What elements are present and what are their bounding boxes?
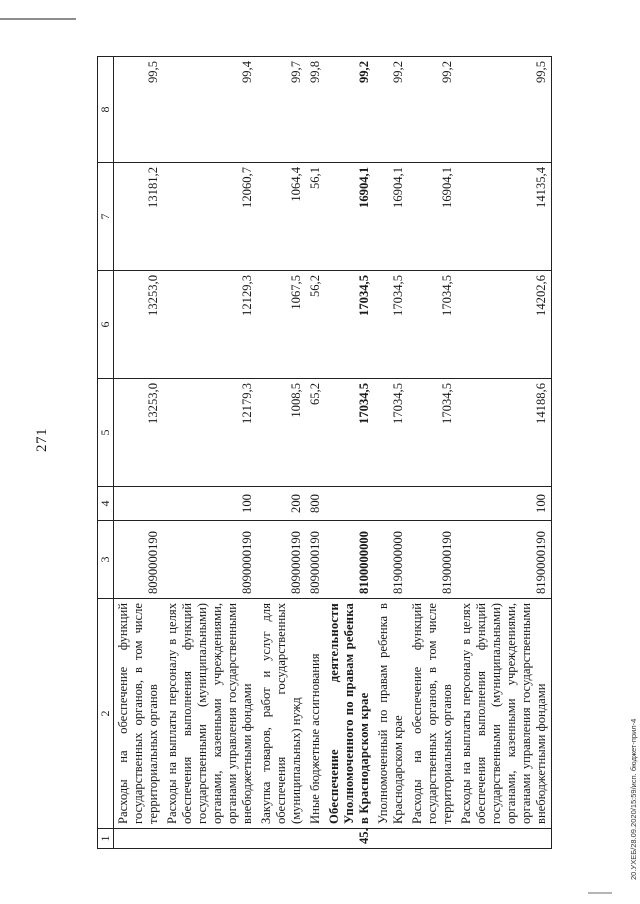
row-value-col7: 16904,1 (408, 163, 457, 271)
row-expense-type: 200 (257, 487, 306, 521)
table-row (257, 57, 306, 849)
row-value-col5: 12179,3 (163, 379, 257, 487)
row-name: Обеспечение деятельности Уполномоченного по правам ребенка в Краснодарском крае (325, 599, 374, 829)
row-index (457, 829, 552, 849)
row-value-col8: 99,8 (306, 57, 325, 163)
row-code: 8090000190 (257, 521, 306, 599)
table-row (114, 57, 164, 849)
row-value-col7: 56,1 (306, 163, 325, 271)
row-index (114, 829, 164, 849)
row-value-col5: 14188,6 (457, 379, 552, 487)
scan-edge-mark (588, 892, 612, 894)
row-value-col7: 16904,1 (325, 163, 374, 271)
row-index (374, 829, 408, 849)
row-code: 8190000000 (374, 521, 408, 599)
row-code: 8090000190 (306, 521, 325, 599)
row-value-col8: 99,2 (325, 57, 374, 163)
row-value-col5: 65,2 (306, 379, 325, 487)
row-value-col8: 99,4 (163, 57, 257, 163)
row-expense-type: 100 (457, 487, 552, 521)
row-name: Уполномоченный по правам ребенка в Краснодарском крае (374, 599, 408, 829)
header-cell: 1 (98, 829, 114, 849)
header-cell: 5 (98, 379, 114, 487)
row-expense-type (114, 487, 164, 521)
row-code: 8190000190 (457, 521, 552, 599)
row-value-col8: 99,2 (374, 57, 408, 163)
row-value-col5: 17034,5 (408, 379, 457, 487)
row-value-col6: 17034,5 (374, 271, 408, 379)
page-number: 271 (34, 428, 50, 452)
row-name: Закупка товаров, работ и услуг для обеспечения государственных (муниципальных) нужд (257, 599, 306, 829)
budget-table-rotated (97, 57, 548, 849)
row-name: Расходы на выплаты персоналу в целях обеспечения выполнения функций государственными (муниципальными) органами, казенными учреждениями, органами управления государственными внебюджетными фондами (163, 599, 257, 829)
header-cell: 7 (98, 163, 114, 271)
row-value-col7: 13181,2 (114, 163, 164, 271)
row-value-col6: 56,2 (306, 271, 325, 379)
row-expense-type (374, 487, 408, 521)
row-value-col6: 14202,6 (457, 271, 552, 379)
table-row (374, 57, 408, 849)
header-cell: 8 (98, 57, 114, 163)
row-name: Иные бюджетные ассигнования (306, 599, 325, 829)
row-index (163, 829, 257, 849)
row-value-col8: 99,5 (457, 57, 552, 163)
row-value-col8: 99,7 (257, 57, 306, 163)
row-value-col5: 17034,5 (374, 379, 408, 487)
header-cell: 4 (98, 487, 114, 521)
row-code: 8100000000 (325, 521, 374, 599)
budget-table (97, 56, 552, 849)
table-row (163, 57, 257, 849)
row-value-col7: 12060,7 (163, 163, 257, 271)
row-code: 8090000190 (114, 521, 164, 599)
table-row (408, 57, 457, 849)
row-value-col6: 17034,5 (325, 271, 374, 379)
header-cell: 2 (98, 599, 114, 829)
row-code: 8190000190 (408, 521, 457, 599)
row-expense-type (325, 487, 374, 521)
scan-edge-mark (0, 18, 76, 20)
row-value-col8: 99,5 (114, 57, 164, 163)
row-expense-type: 100 (163, 487, 257, 521)
row-value-col7: 1064,4 (257, 163, 306, 271)
row-name: Расходы на обеспечение функций государственных органов, в том числе территориальных органов (114, 599, 164, 829)
header-cell: 6 (98, 271, 114, 379)
row-expense-type (408, 487, 457, 521)
row-expense-type: 800 (306, 487, 325, 521)
table-row (457, 57, 552, 849)
row-value-col7: 14135,4 (457, 163, 552, 271)
footer-code: 20.УХЕБ/28.09.2020/15:59/исп. бюджет-прил-4 (629, 718, 638, 880)
row-value-col6: 17034,5 (408, 271, 457, 379)
row-index (257, 829, 306, 849)
table-row (325, 57, 374, 849)
header-row (98, 57, 114, 849)
row-index: 45. (325, 829, 374, 849)
row-value-col6: 13253,0 (114, 271, 164, 379)
row-code: 8090000190 (163, 521, 257, 599)
row-value-col7: 16904,1 (374, 163, 408, 271)
header-cell: 3 (98, 521, 114, 599)
row-name: Расходы на обеспечение функций государственных органов, в том числе территориальных органов (408, 599, 457, 829)
row-value-col6: 12129,3 (163, 271, 257, 379)
row-value-col5: 1008,5 (257, 379, 306, 487)
row-value-col6: 1067,5 (257, 271, 306, 379)
row-index (306, 829, 325, 849)
row-value-col8: 99,2 (408, 57, 457, 163)
row-index (408, 829, 457, 849)
row-value-col5: 13253,0 (114, 379, 164, 487)
row-value-col5: 17034,5 (325, 379, 374, 487)
row-name: Расходы на выплаты персоналу в целях обеспечения выполнения функций государственными (муниципальными) органами, казенными учреждениями, органами управления государственными внебюджетными фондами (457, 599, 552, 829)
table-row (306, 57, 325, 849)
